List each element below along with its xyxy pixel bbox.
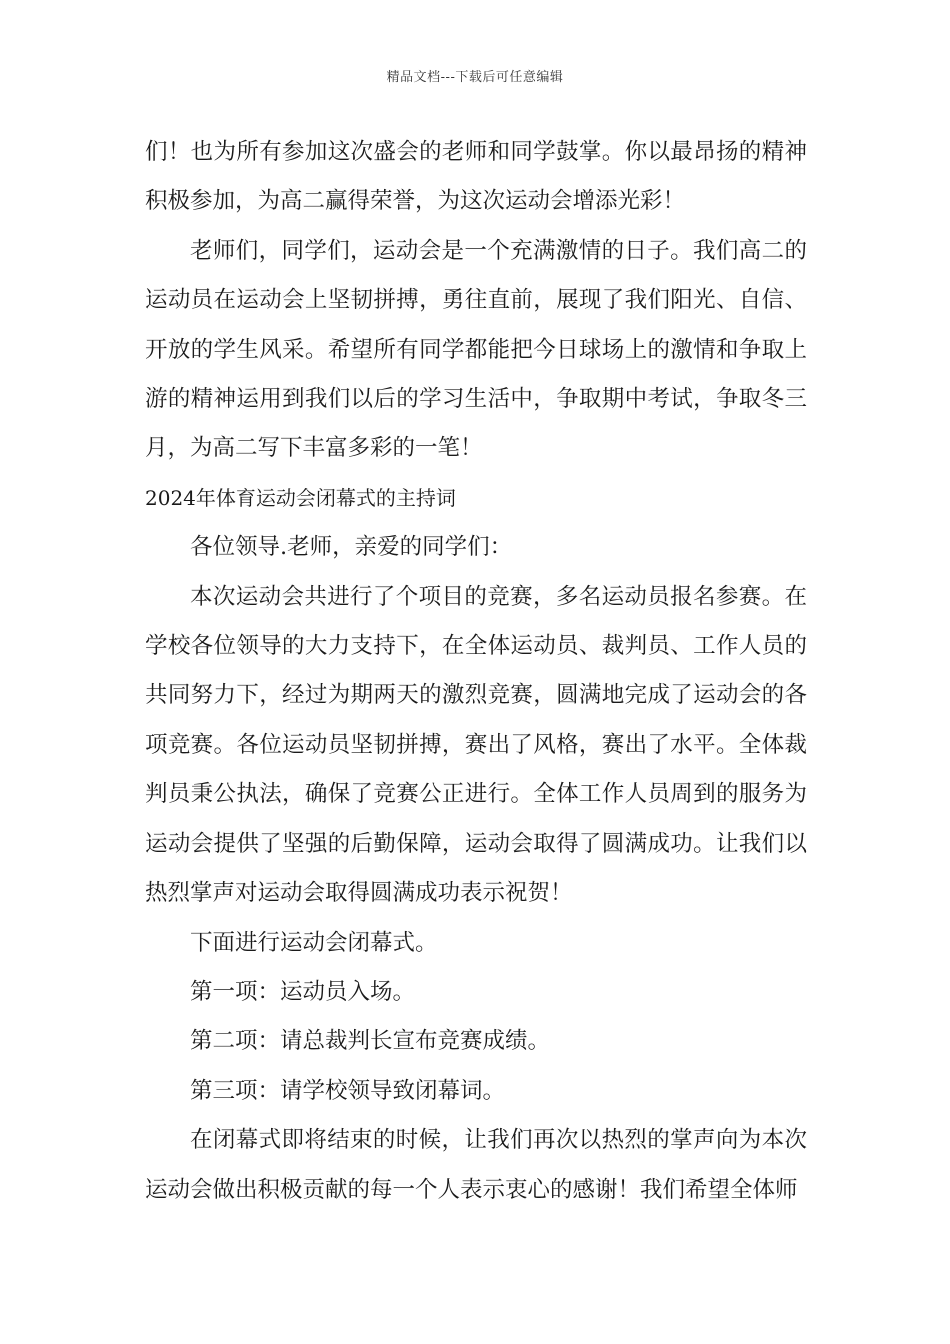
agenda-item: 第三项：请学校领导致闭幕词。	[190, 1077, 506, 1104]
agenda-item: 第二项：请总裁判长宣布竞赛成绩。	[190, 1028, 551, 1055]
paragraph: 本次运动会共进行了个项目的竞赛，多名运动员报名参赛。在学校各位领导的大力支持下，在全体运动员、裁判员、工作人员的共同努力下，经过为期两天的激烈竞赛，圆满地完成了运动会的各项竞赛。各位运动员坚韧拼搏，赛出了风格，赛出了水平。全体裁判员秉公执法，确保了竞赛公正进行。全体工作人员周到的服务为运动会提供了坚强的后勤保障，运动会取得了圆满成功。让我们以热烈掌声对运动会取得圆满成功表示祝贺！	[145, 583, 807, 907]
salutation: 各位领导.老师，亲爱的同学们：	[190, 534, 513, 561]
paragraph: 老师们，同学们，运动会是一个充满激情的日子。我们高二的运动员在运动会上坚韧拼搏，勇往直前，展现了我们阳光、自信、开放的学生风采。希望所有同学都能把今日球场上的激情和争取上游的精神运用到我们以后的学习生活中，争取期中考试，争取冬三月，为高二写下丰富多彩的一笔！	[145, 237, 807, 462]
section-heading: 2024年体育运动会闭幕式的主持词	[145, 485, 456, 510]
agenda-item: 第一项：运动员入场。	[190, 978, 416, 1005]
paragraph: 在闭幕式即将结束的时候，让我们再次以热烈的掌声向为本次运动会做出积极贡献的每一个人表示衷心的感谢！我们希望全体师	[145, 1127, 807, 1203]
paragraph-continuation: 们！也为所有参加这次盛会的老师和同学鼓掌。你以最昂扬的精神积极参加，为高二赢得荣誉，为这次运动会增添光彩！	[145, 139, 807, 215]
header-note: 精品文档---下载后可任意编辑	[386, 70, 564, 85]
paragraph: 下面进行运动会闭幕式。	[190, 929, 438, 956]
document-body	[145, 128, 807, 1215]
